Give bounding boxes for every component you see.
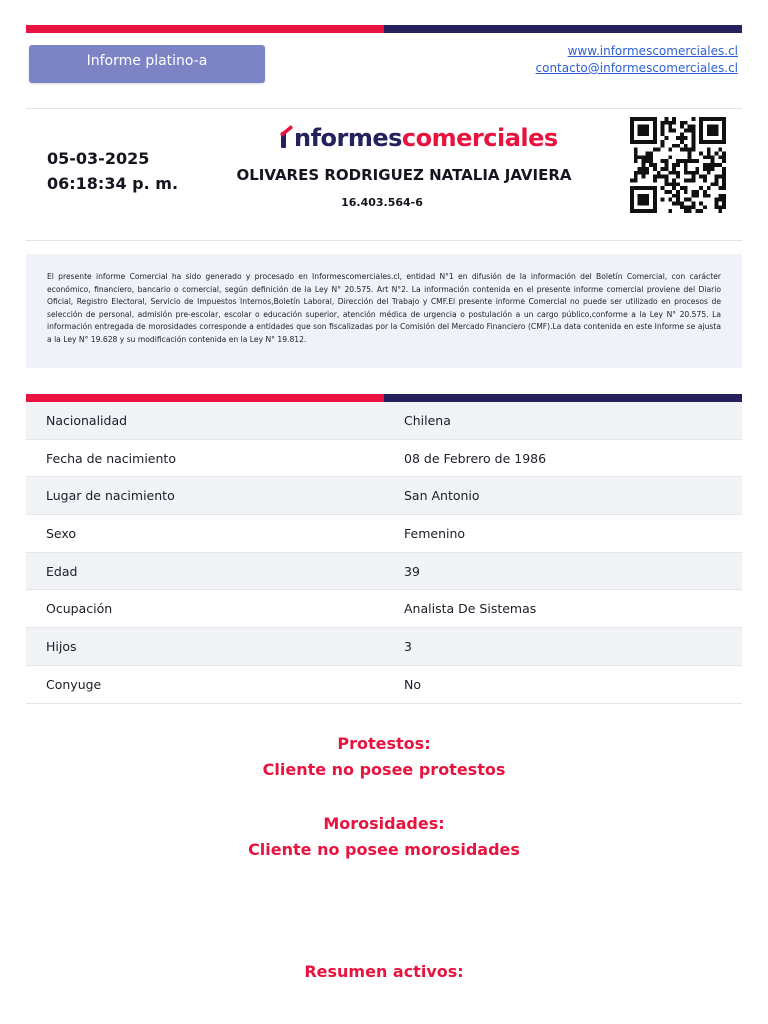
morosidades-title: Morosidades: (323, 814, 445, 833)
row-label: Hijos (46, 638, 77, 654)
informes-comerciales-logo (278, 124, 558, 156)
row-label: Conyuge (46, 676, 102, 692)
logo-i-mark-icon (278, 124, 294, 150)
report-date: 05-03-2025 (47, 149, 150, 168)
logo-text-part2: comerciales (401, 124, 558, 152)
row-label: Lugar de nacimiento (46, 488, 175, 504)
table-row (26, 553, 742, 591)
table-row (26, 515, 742, 553)
contact-links (536, 43, 738, 77)
website-link[interactable]: www.informescomerciales.cl (567, 44, 738, 58)
email-link[interactable]: contacto@informescomerciales.cl (535, 61, 738, 75)
person-rut: 16.403.564-6 (341, 196, 423, 209)
row-value: No (404, 676, 421, 692)
row-value: Analista De Sistemas (404, 601, 537, 617)
row-value: Femenino (404, 525, 466, 541)
report-time: 06:18:34 p. m. (47, 174, 179, 193)
row-label: Fecha de nacimiento (46, 450, 176, 466)
table-row (26, 666, 742, 704)
qr-code-icon (628, 117, 728, 213)
row-label: Ocupación (46, 601, 113, 617)
row-value: San Antonio (404, 488, 480, 504)
resumen-activos-section (0, 959, 768, 985)
top-color-bar (26, 25, 742, 33)
row-value: 08 de Febrero de 1986 (404, 450, 547, 466)
logo-text-part1: nformes (294, 124, 402, 152)
color-bar-red (26, 25, 384, 33)
color-bar-navy (384, 394, 742, 402)
color-bar-red (26, 394, 384, 402)
protestos-status: Cliente no posee protestos (262, 760, 506, 779)
resumen-activos-title: Resumen activos: (304, 962, 464, 981)
legal-disclaimer: El presente informe Comercial ha sido generado y procesado en Informescomerciales.cl, entidad N°1 en difusión de la información del Boletín Comercial, con carácter económico, financiero, bancario o comercial, según definición de la Ley N° 20.575. Art N°2. La información contenida en el presente informe comercial proviene del Diario Oficial, Registro Electoral, Servicio de Impuestos Internos,Boletín Laboral, Dirección del Trabajo y CMF.El presente informe Comercial no puede ser utilizado en procesos de selección de personal, admisión pre-escolar, escolar o educación superior, atención médica de urgencia o postulación a un cargo público,conforme a la Ley N° 20.575. La información entregada de morosidades corresponde a entidades que son fiscalizadas por la Comisión del Mercado Financiero (CMF).La data contenida en este Informe se ajusta a la Ley N° 19.628 y su modificación contenida en la Ley N° 19.812. (26, 254, 742, 368)
table-color-bar (26, 394, 742, 402)
row-value: 39 (404, 563, 420, 579)
table-row (26, 590, 742, 628)
row-label: Edad (46, 563, 78, 579)
color-bar-navy (384, 25, 742, 33)
person-name: OLIVARES RODRIGUEZ NATALIA JAVIERA (236, 166, 572, 184)
row-value: Chilena (404, 412, 451, 428)
protestos-section (0, 731, 768, 783)
morosidades-status: Cliente no posee morosidades (248, 840, 520, 859)
row-value: 3 (404, 638, 412, 654)
protestos-title: Protestos: (337, 734, 431, 753)
row-label: Nacionalidad (46, 412, 128, 428)
report-type-badge: Informe platino-a (29, 45, 265, 83)
divider (26, 108, 742, 109)
table-row (26, 440, 742, 478)
table-row (26, 477, 742, 515)
divider (26, 240, 742, 241)
personal-data-table (26, 402, 742, 704)
row-label: Sexo (46, 525, 77, 541)
morosidades-section (0, 811, 768, 863)
table-row (26, 402, 742, 440)
table-row (26, 628, 742, 666)
